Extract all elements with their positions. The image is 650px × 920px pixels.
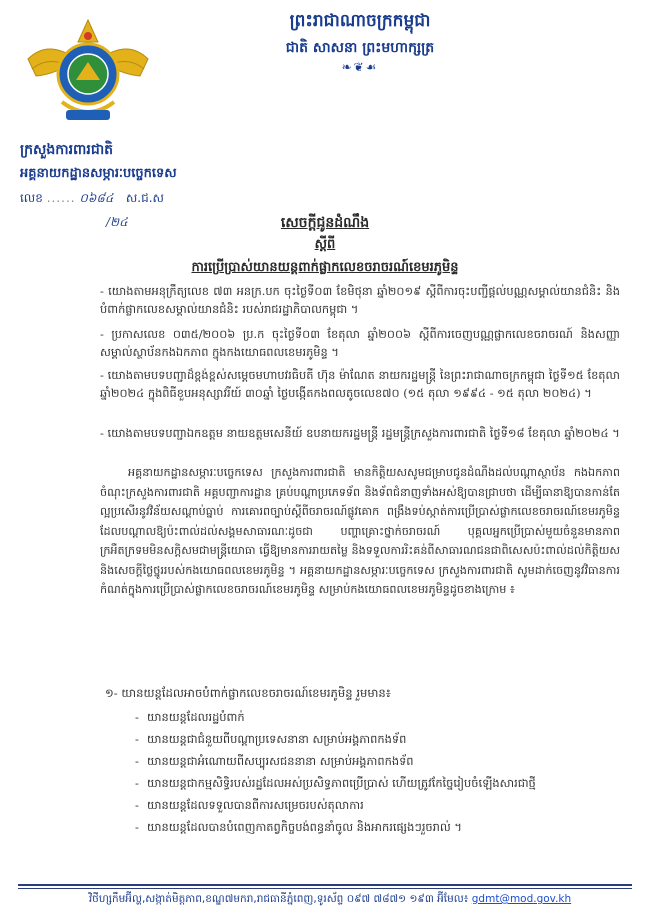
list-item: - យានយន្តដែលបានបំពេញកាតព្វកិច្ចបង់ពន្ធនាំចូល និងអាករផ្សេងៗរួចរាល់ ។ — [135, 820, 462, 834]
reference-item: - ប្រកាសលេខ ០៣៥/២០០៦ ប្រ.ក ចុះថ្ងៃទី០៣ ខែតុលា ឆ្នាំ២០០៦ ស្តីពីការចេញបណ្ណផ្លាកលេខចរាចរណ៍ និងសញ្ញាសម្គាល់ស្ថាប័នកងឯកភាព ក្នុងកងយោធពលខេមរភូមិន្ទ ។ — [100, 327, 620, 359]
reference-item: - យោងតាមបទបញ្ជាដ៏ខ្ពង់ខ្ពស់សម្តេចមហាបវរធិបតី ហ៊ុន ម៉ាណែត នាយករដ្ឋមន្ត្រី នៃព្រះរាជាណាចក្រកម្ពុជា ថ្ងៃទី១៥ ខែតុលា ឆ្នាំ២០២៤ ក្នុងពិធីខួបអនុស្សាវរីយ៍ ៣០ឆ្នាំ ថ្ងៃបង្កើតកងពលតូចលេខ៧០ (១៥ តុលា ១៩៩៤ - ១៥ តុលា ២០២៤) ។ — [100, 368, 620, 400]
department-name: អគ្គនាយកដ្ឋានសម្ភារៈបច្ចេកទេស — [20, 166, 177, 181]
reference-dots: ...... — [46, 191, 76, 205]
list-item: - យានយន្តដែលទទួលបានពីការសម្រេចរបស់តុលាការ — [135, 798, 364, 812]
reference-date: /២៤ — [106, 215, 128, 229]
ministry-name: ក្រសួងការពារជាតិ — [20, 142, 114, 158]
footer-divider — [18, 884, 632, 886]
list-item: - យានយន្តជាជំនួយពីបណ្តាប្រទេសនានា សម្រាប់អង្គភាពកងទ័ព — [135, 732, 407, 746]
footer-contact — [30, 893, 630, 908]
list-item: - យានយន្តជាអំណោយពីសប្បុរសជននានា សម្រាប់អង្គភាពកងទ័ព — [135, 754, 414, 768]
vehicle-type-list — [135, 708, 615, 840]
reference-code: ស.ជ.ស — [125, 191, 164, 205]
document-subject: ការប្រើប្រាស់យានយន្តពាក់ផ្លាកលេខចរាចរណ៍ខេមរភូមិន្ទ — [191, 260, 459, 275]
ministry-emblem-icon — [18, 14, 158, 134]
reference-number: ០៦៨៤ — [79, 191, 114, 205]
header-ornament: ❧❦☙ — [341, 60, 379, 74]
document-about-label: ស្តីពី — [314, 237, 336, 252]
list-item: - យានយន្តដែលរដ្ឋបំពាក់ — [135, 710, 245, 724]
footer-email-link[interactable]: gdmt@mod.gov.kh — [471, 893, 572, 905]
national-motto: ជាតិ សាសនា ព្រះមហាក្សត្រ — [285, 40, 435, 56]
kingdom-title: ព្រះរាជាណាចក្រកម្ពុជា — [289, 11, 431, 31]
reference-prefix: លេខ — [20, 191, 43, 205]
list-heading: ១- យានយន្តដែលអាចបំពាក់ផ្លាកលេខចរាចរណ៍ខេមរភូមិន្ទ រួមមាន៖ — [105, 686, 391, 700]
footer-address: វិថីហ្សកឹមអ៊ីល្ហ,សង្កាត់មិត្តភាព,ខណ្ឌ៧មករា,រាជធានីភ្នំពេញ,ទូរស័ព្ទ ០៩៧ ៧៨៧១ ១៩៣ អ៊ីមែល៖ — [88, 893, 472, 905]
reference-item: - យោងតាមបទបញ្ជាឯកឧត្តម នាយឧត្តមសេនីយ៍ ឧបនាយករដ្ឋមន្ត្រី រដ្ឋមន្ត្រីក្រសួងការពារជាតិ ថ្ងៃទី១៨ ខែតុលា ឆ្នាំ២០២៤ ។ — [100, 426, 620, 440]
footer-divider — [18, 888, 632, 889]
document-title: សេចក្តីជូនដំណឹង — [280, 215, 370, 231]
main-paragraph: អគ្គនាយកដ្ឋានសម្ភារៈបច្ចេកទេស ក្រសួងការពារជាតិ មានកិត្តិយសសូមជម្រាបជូនដំណឹងដល់បណ្តាស្ថាប័ន កងឯកភាពចំណុះក្រសួងការពារជាតិ អគ្គបញ្ជាការដ្ឋាន គ្រប់បណ្តាប្រភេទទ័ព និងទ័ពជំនាញទាំងអស់ឱ្យបានជ្រាបថា ដើម្បីធានាឱ្យបានកាន់តែល្អប្រសើរនូវវិន័យសណ្តាប់ធ្នាប់ ការគោរពច្បាប់ស្តីពីចរាចរណ៍ផ្លូវគោក ពង្រឹងទប់ស្កាត់ការប្រើប្រាស់ផ្លាកលេខចរាចរណ៍ខេមរភូមិន្ទដែលបណ្តាលឱ្យប៉ះពាល់ដល់សង្គមសាធារណៈដូចជា បញ្ហាគ្រោះថ្នាក់ចរាចរណ៍ បុគ្គលអ្នកប្រើប្រាស់មួយចំនួនមានភាពក្រអឺតក្រទមមិនសក្តិសមជាមន្ត្រីយោធា ធ្វើឱ្យមានការរាយតម្លៃ និងទទួលការរិះគន់ពីសាធារណជនជាពិសេសប៉ះពាល់ដល់កិត្តិយស និងសេចក្តីថ្លៃថ្នូររបស់កងយោធពលខេមរភូមិន្ទ ។ អគ្គនាយកដ្ឋានសម្ភារៈបច្ចេកទេស ក្រសួងការពារជាតិ សូមដាក់ចេញនូវវិធានការកំណត់ក្នុងការប្រើប្រាស់ផ្លាកលេខចរាចរណ៍ខេមរភូមិន្ទ សម្រាប់កងយោធពលខេមរភូមិន្ទដូចខាងក្រោម ៖ — [100, 466, 620, 596]
reference-number-line — [20, 190, 164, 208]
reference-item: - យោងតាមអនុក្រឹត្យលេខ ៧៣ អនក្រ.បក ចុះថ្ងៃទី០៣ ខែមិថុនា ឆ្នាំ២០១៩ ស្តីពីការចុះបញ្ជីផ្តល់បណ្ណសម្គាល់យានជំនិះ និងបំពាក់ផ្លាកលេខសម្គាល់យានជំនិះ របស់រាជរដ្ឋាភិបាលកម្ពុជា ។ — [100, 284, 620, 316]
list-item: - យានយន្តជាកម្មសិទ្ធិរបស់រដ្ឋដែលអស់ប្រសិទ្ធភាពប្រើប្រាស់ ហើយត្រូវកែច្នៃរៀបចំឡើងសារជាថ្មី — [135, 776, 536, 790]
